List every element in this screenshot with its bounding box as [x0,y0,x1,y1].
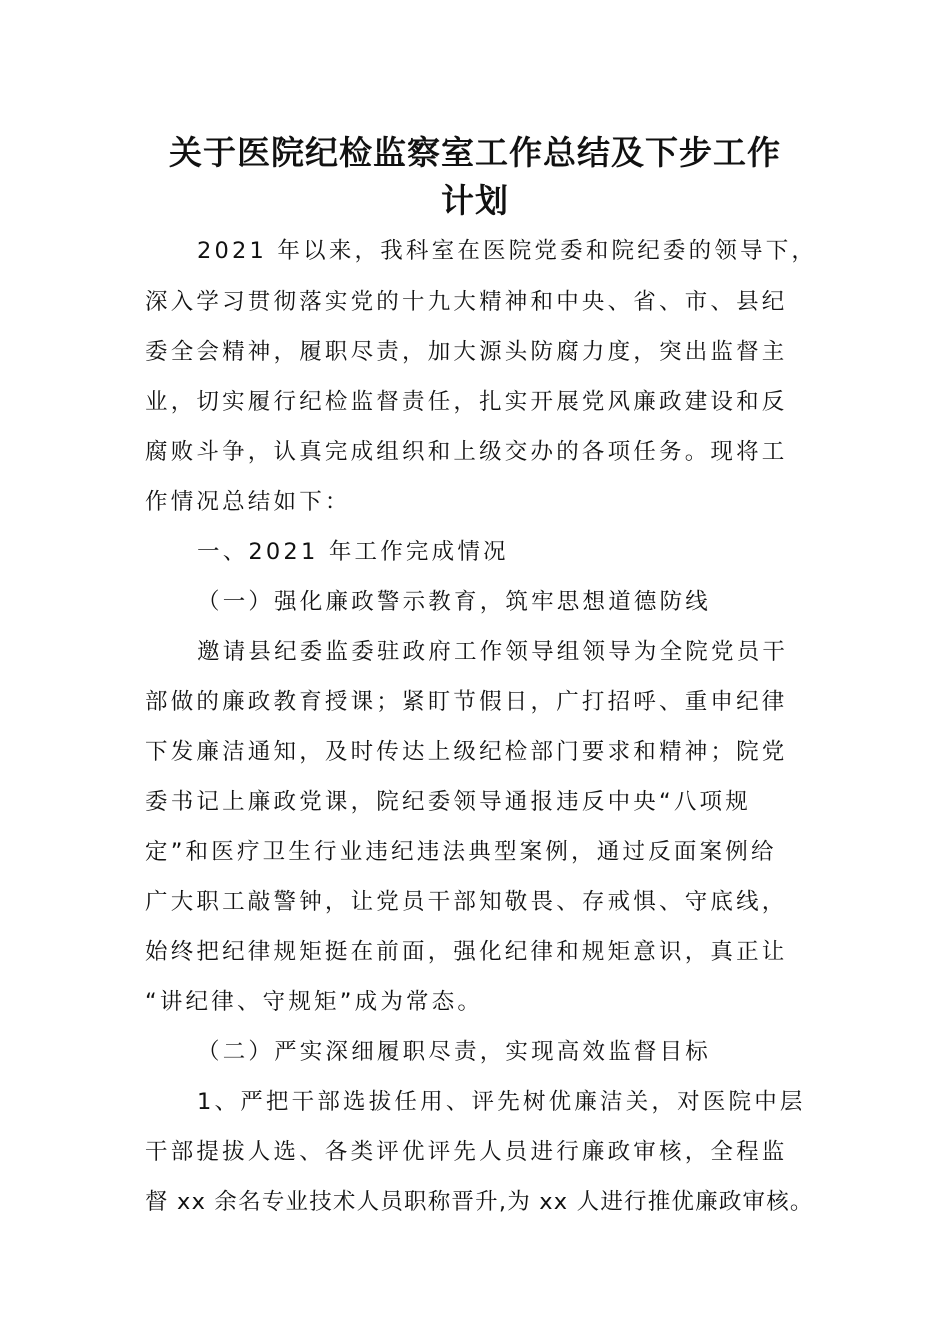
paragraph-1-line-4: 业，切实履行纪检监督责任，扎实开展党风廉政建设和反 [145,389,788,415]
paragraph-1-line-1: 2021 年以来，我科室在医院党委和院纪委的领导下， [197,238,818,264]
paragraph-1-line-3: 委全会精神，履职尽责，加大源头防腐力度，突出监督主 [145,339,788,365]
paragraph-2-line-4: 委书记上廉政党课，院纪委领导通报违反中央“八项规 [145,789,751,815]
paragraph-2-line-7: 始终把纪律规矩挺在前面，强化纪律和规矩意识，真正让 [145,939,788,965]
document-title-line-1: 关于医院纪检监察室工作总结及下步工作 [169,133,781,172]
paragraph-3-line-2: 干部提拔人选、各类评优评先人员进行廉政审核，全程监 [145,1139,788,1165]
paragraph-3-line-3: 督 xx 余名专业技术人员职称晋升,为 xx 人进行推优廉政审核。 [145,1189,814,1215]
paragraph-1-line-2: 深入学习贯彻落实党的十九大精神和中央、省、市、县纪 [145,289,788,315]
document-title-line-2: 计划 [441,181,509,220]
paragraph-2-line-2: 部做的廉政教育授课；紧盯节假日，广打招呼、重申纪律 [145,689,788,715]
paragraph-3-line-1: 1、严把干部选拔任用、评先树优廉洁关，对医院中层 [197,1089,806,1115]
section-heading-1: 一、2021 年工作完成情况 [197,539,509,565]
paragraph-1-line-6: 作情况总结如下： [145,489,351,515]
subsection-heading-2: （二）严实深细履职尽责，实现高效监督目标 [197,1039,712,1065]
paragraph-1-line-5: 腐败斗争，认真完成组织和上级交办的各项任务。现将工 [145,439,788,465]
paragraph-2-line-6: 广大职工敲警钟，让党员干部知敬畏、存戒惧、守底线， [145,889,788,915]
paragraph-2-line-5: 定”和医疗卫生行业违纪违法典型案例，通过反面案例给 [145,839,777,865]
paragraph-2-line-1: 邀请县纪委监委驻政府工作领导组领导为全院党员干 [197,639,789,665]
paragraph-2-line-3: 下发廉洁通知，及时传达上级纪检部门要求和精神；院党 [145,739,788,765]
paragraph-2-line-8: “讲纪律、守规矩”成为常态。 [145,989,484,1015]
subsection-heading-1: （一）强化廉政警示教育，筑牢思想道德防线 [197,589,712,615]
